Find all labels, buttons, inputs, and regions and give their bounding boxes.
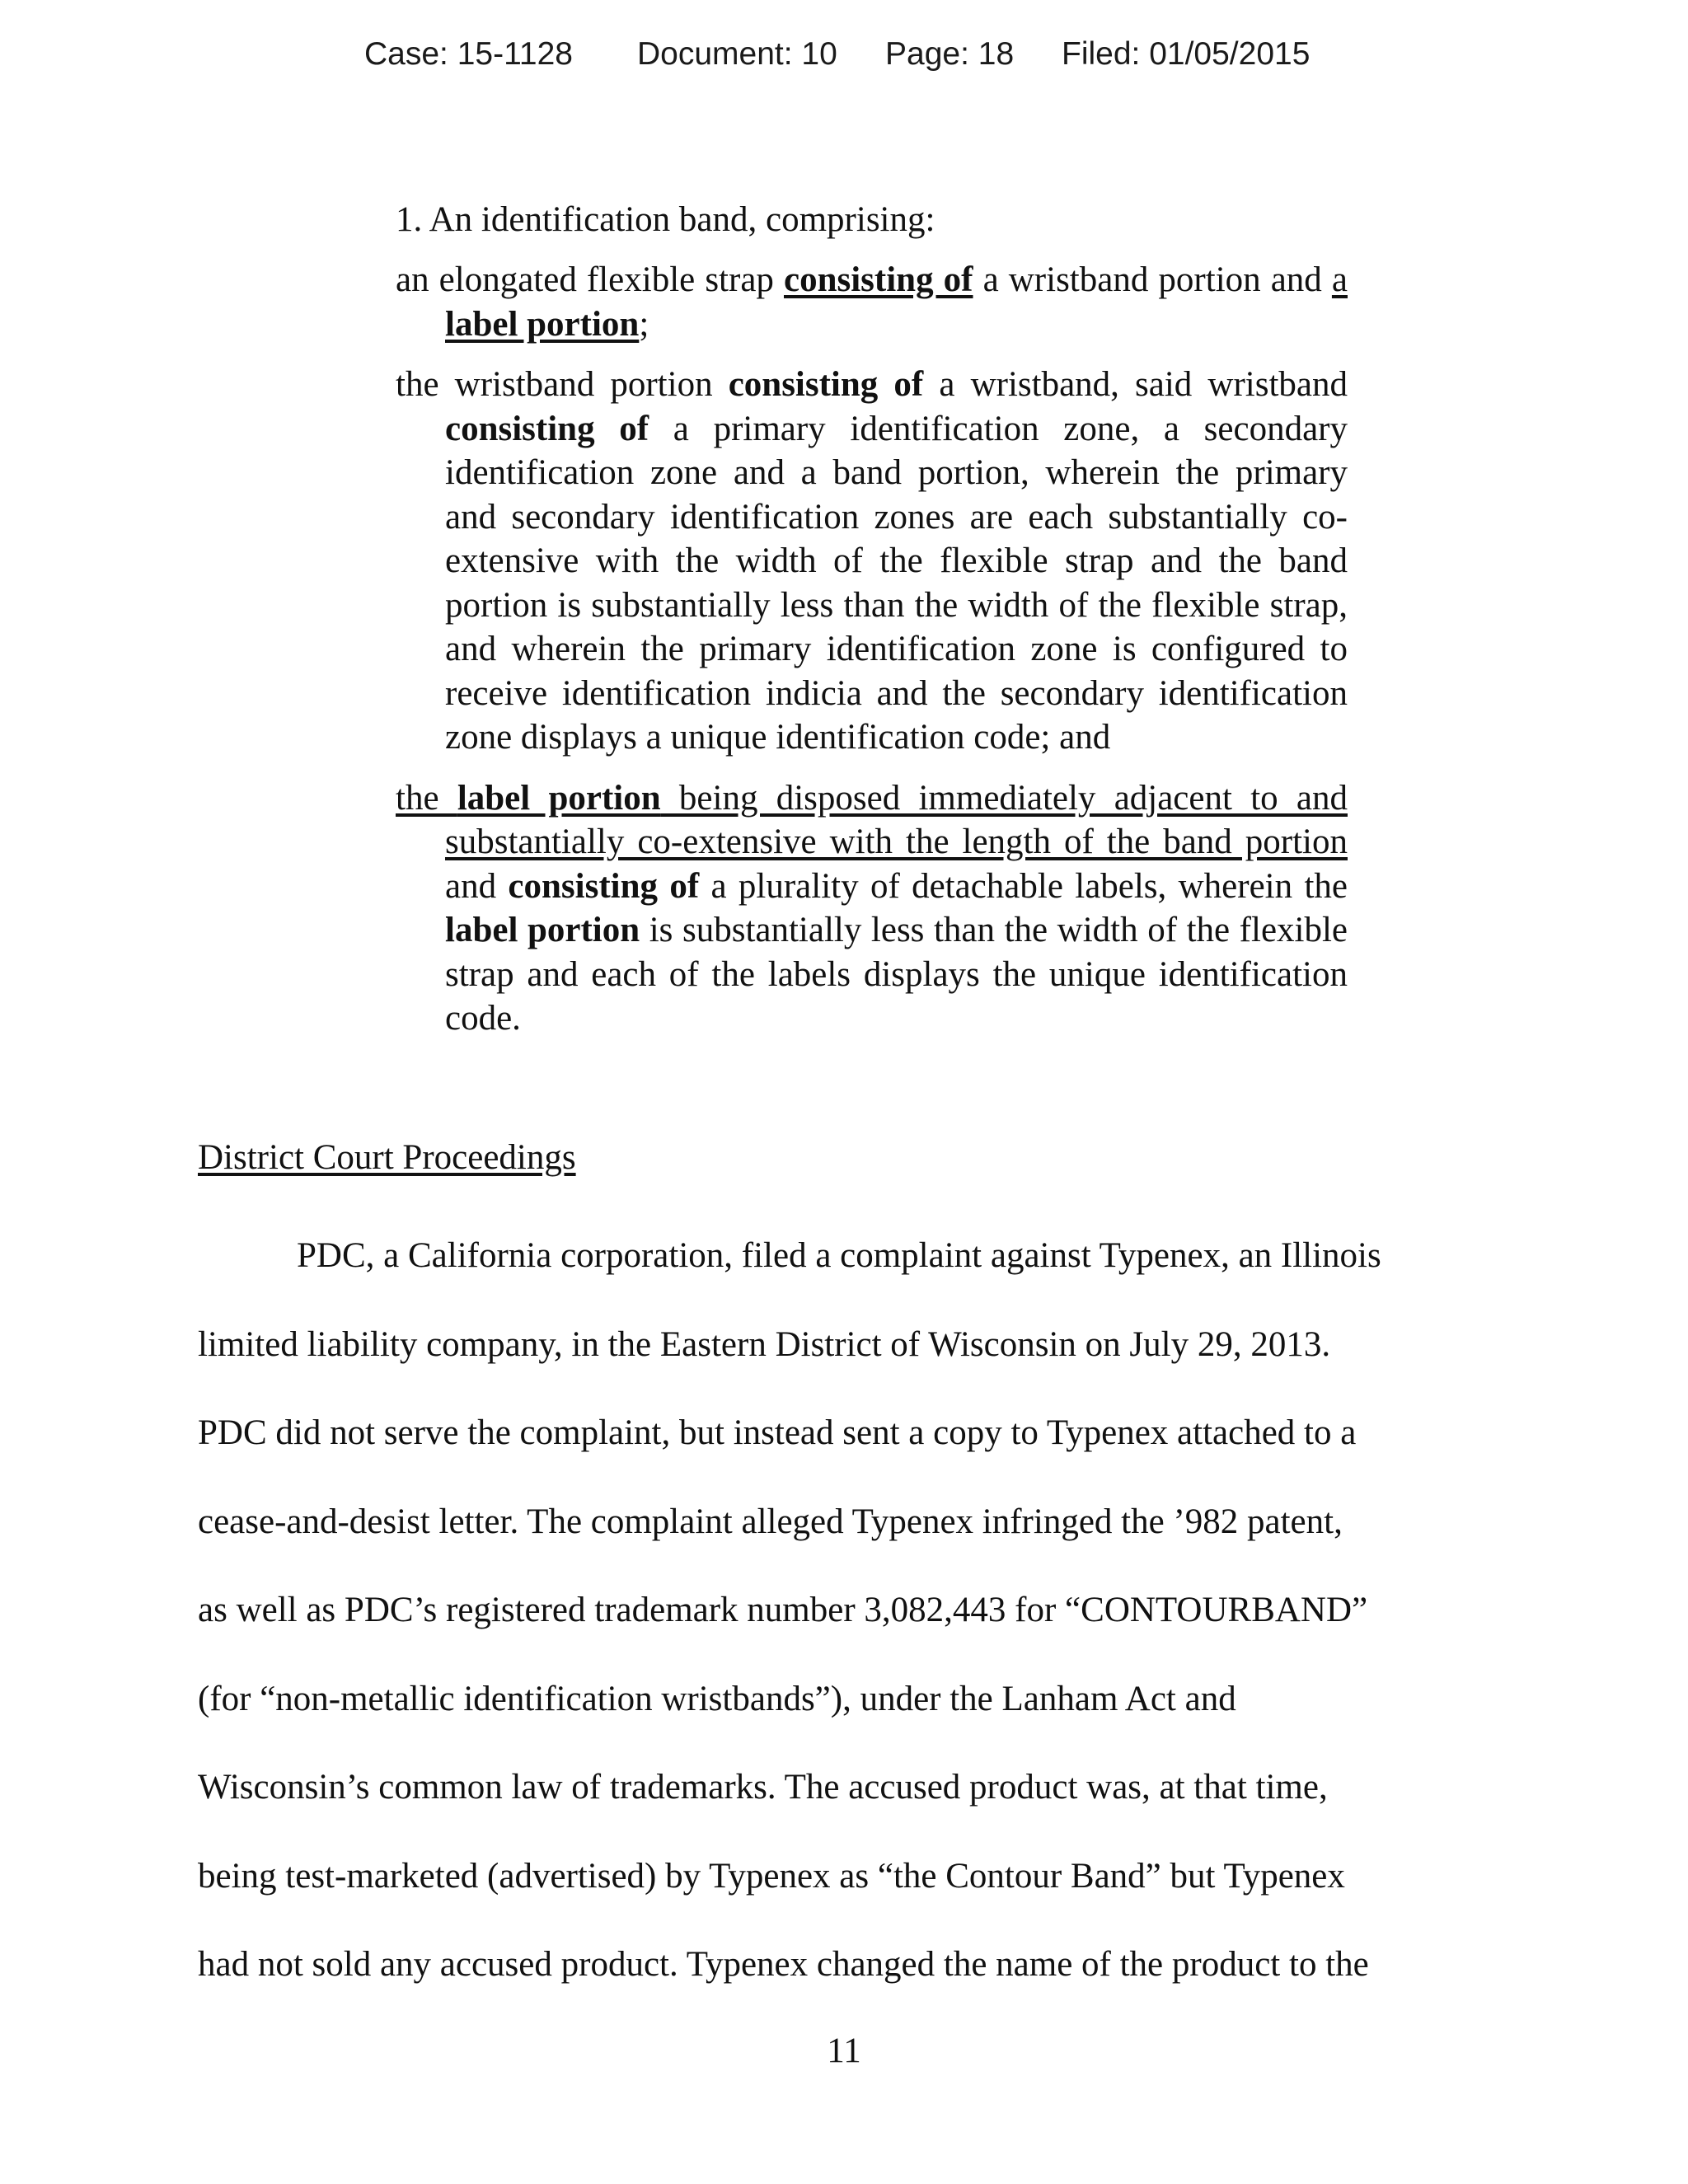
claim-text: being disposed immediately adjacent to and substantially co-extensive with the length of the band portion (445, 778, 1348, 861)
body-line: Wisconsin’s common law of trademarks. The accused product was, at that time, (198, 1768, 1328, 1807)
page-label: Page: 18 (885, 36, 1015, 72)
claim-text: ; (639, 304, 649, 344)
claim-term: consisting of (784, 260, 973, 299)
claim-term: label portion (445, 304, 640, 344)
claim-text: the wristband portion (396, 365, 729, 404)
body-line: (for “non-metallic identification wristbands”), under the Lanham Act and (198, 1679, 1236, 1718)
body-line: limited liability company, in the Eastern District of Wisconsin on July 29, 2013. (198, 1324, 1331, 1364)
claim-term: consisting of (508, 866, 700, 906)
body-line: being test-marketed (advertised) by Typenex as “the Contour Band” but Typenex (198, 1856, 1345, 1896)
claim-term: label portion (457, 778, 661, 818)
claim-body (396, 258, 1348, 1057)
body-paragraph (198, 1212, 1484, 2009)
body-line: had not sold any accused product. Typenex changed the name of the product to the (198, 1945, 1369, 1984)
claim-text: and (445, 866, 509, 906)
body-line: PDC, a California corporation, filed a complaint against Typenex, an Illinois (297, 1236, 1381, 1275)
claim-element-strap (396, 258, 1348, 346)
claim-term: consisting of (728, 365, 924, 404)
claim-text: a wristband, said wristband (923, 365, 1348, 404)
claim-element-wristband (396, 363, 1348, 760)
section-heading: District Court Proceedings (198, 1138, 576, 1177)
claim-element-label (396, 776, 1348, 1041)
body-line: as well as PDC’s registered trademark number 3,082,443 for “CONTOURBAND” (198, 1591, 1368, 1629)
claim-text: a plurality of detachable labels, wherein the (699, 866, 1348, 906)
claim-text: a (1331, 260, 1348, 299)
claim-title: 1. An identification band, comprising: (396, 200, 935, 239)
body-line: PDC did not serve the complaint, but instead sent a copy to Typenex attached to a (198, 1413, 1357, 1452)
claim-term: consisting of (445, 409, 649, 448)
claim-text: a wristband portion and (973, 260, 1332, 299)
claim-text: is substantially less than the width of the flexible strap and each of the labels displays the unique identification code. (445, 911, 1348, 1038)
claim-text: the (396, 778, 457, 818)
page-number: 11 (827, 2032, 861, 2070)
claim-term: label portion (445, 911, 640, 949)
filed-date: Filed: 01/05/2015 (1062, 36, 1311, 72)
claim-text: an elongated flexible strap (396, 260, 784, 299)
claim-amendment (396, 779, 1348, 862)
case-header (0, 36, 1688, 77)
claim-text: a primary identification zone, a secondary identification zone and a band portion, wherein the primary and secondary identification zones are each substantially co-extensive with the width of the flexible strap and the band portion is substantially less than the width of the flexible strap, and wherein the primary identification zone is configured to receive identification indicia and the secondary identification zone displays a unique identification code; and (445, 409, 1348, 757)
body-line: cease-and-desist letter. The complaint alleged Typenex infringed the ’982 patent, (198, 1502, 1343, 1541)
document-number: Document: 10 (637, 36, 837, 72)
case-number: Case: 15-1128 (364, 36, 573, 72)
